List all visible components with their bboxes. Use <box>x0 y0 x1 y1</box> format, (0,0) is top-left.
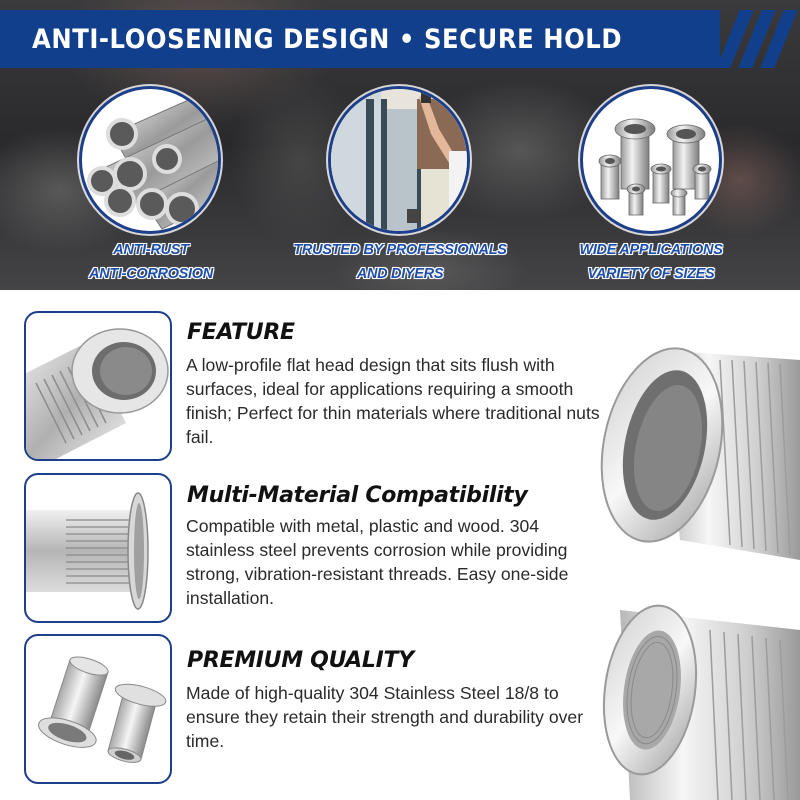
compatibility-title: Multi-Material Compatibility <box>187 483 528 508</box>
caption-line: ANTI-RUST <box>113 242 189 258</box>
compatibility-description: Compatible with metal, plastic and wood. 304 stainless steel prevents corrosion while providing strong, vibration-resistant threads. Easy one-side installation. <box>186 516 569 608</box>
hero-banner-section <box>0 0 800 290</box>
rivet-nuts-image <box>580 86 722 234</box>
feature-caption-wide-applications <box>551 238 751 286</box>
feature-caption-anti-rust <box>80 238 222 286</box>
caption-line: VARIETY OF SIZES <box>587 266 715 282</box>
flat-head-thumbnail <box>24 311 172 461</box>
side-view-thumbnail <box>24 473 172 623</box>
assorted-rivet-nuts-icon <box>583 89 722 234</box>
large-rivet-nuts-illustration <box>600 330 800 800</box>
feature-caption-trusted <box>280 238 520 286</box>
caption-line: WIDE APPLICATIONS <box>579 242 723 258</box>
window-installation-icon <box>331 89 470 234</box>
feature-description: A low-profile flat head design that sits flush with surfaces, ideal for applications requiring a smooth finish; Perfect for thin materials where traditional nuts fail. <box>186 355 600 447</box>
caption-line: ANTI-CORROSION <box>89 266 213 282</box>
caption-line: TRUSTED BY PROFESSIONALS <box>293 242 507 258</box>
pipes-image <box>79 86 221 234</box>
window-install-image <box>328 86 470 234</box>
two-rivet-nuts-icon <box>26 636 170 782</box>
headline-text: ANTI-LOOSENING DESIGN • SECURE HOLD <box>32 23 623 55</box>
steel-pipes-icon <box>82 89 221 234</box>
premium-quality-description: Made of high-quality 304 Stainless Steel 18/8 to ensure they retain their strength and durability over time. <box>186 683 584 751</box>
premium-quality-title: PREMIUM QUALITY <box>187 648 414 673</box>
premium-quality-thumbnail <box>24 634 172 784</box>
feature-title: FEATURE <box>187 320 295 345</box>
headline-banner <box>0 10 720 68</box>
rivet-nut-side-view-icon <box>26 475 170 621</box>
caption-line: AND DIYERS <box>356 266 444 282</box>
flat-head-rivet-nut-icon <box>26 313 170 459</box>
